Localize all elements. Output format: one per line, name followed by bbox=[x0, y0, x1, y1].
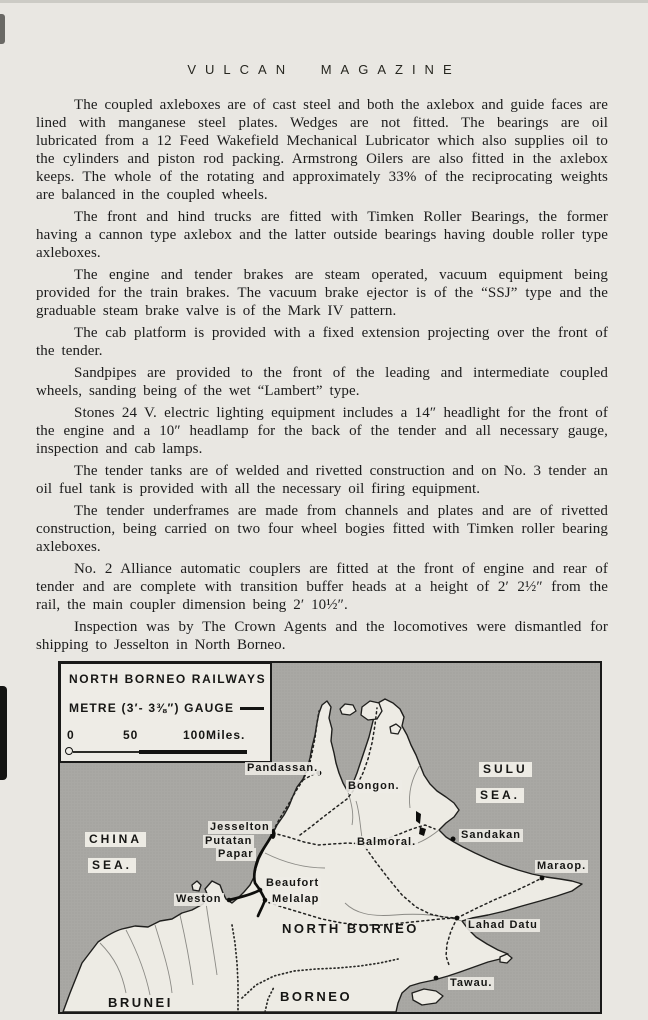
map-label-north-borneo: NORTH BORNEO bbox=[282, 921, 419, 936]
map-label-beaufort: Beaufort bbox=[266, 877, 320, 889]
map-label-sulu-sea-2: SEA. bbox=[476, 788, 524, 803]
map-label-balmoral: Balmoral. bbox=[357, 836, 417, 848]
paragraph-underframes: The tender underframes are made from channels and plates and are of rivetted construction, being carried on two four wheel bogies fitted with Timken roller bearing axleboxes. bbox=[36, 503, 608, 555]
town-dot-melalap bbox=[263, 898, 268, 903]
page-title: VULCAN MAGAZINE bbox=[187, 62, 461, 77]
map-label-borneo: BORNEO bbox=[280, 989, 353, 1004]
scale-tick-100: 100Miles. bbox=[183, 728, 246, 742]
map-label-china-sea-2: SEA. bbox=[88, 858, 136, 873]
map-label-sulu-sea-1: SULU bbox=[479, 762, 532, 777]
legend-gauge-text: METRE (3′- 3⅜″) GAUGE bbox=[69, 701, 235, 715]
scale-bar-origin bbox=[65, 747, 73, 755]
paragraph-brakes: The engine and tender brakes are steam operated, vacuum equipment being provided for the train brakes. The vacuum brake ejector is of the “SSJ” type and the graduable steam brake valve is of the Mark IV pattern. bbox=[36, 267, 608, 319]
map-label-brunei: BRUNEI bbox=[108, 995, 173, 1010]
legend-title: NORTH BORNEO RAILWAYS bbox=[69, 672, 267, 686]
map-label-china-sea-1: CHINA bbox=[85, 832, 146, 847]
paragraph-couplers: No. 2 Alliance automatic couplers are fitted at the front of engine and rear of tender and are complete with transition buffer heads at a height of 2′ 2½″ from the rail, the main coupler dimension being 2′ 10½″. bbox=[36, 561, 608, 613]
legend-gauge bbox=[69, 701, 264, 715]
map-label-tawau: Tawau. bbox=[450, 977, 493, 989]
article-body bbox=[36, 96, 608, 658]
map-label-maraop: Maraop. bbox=[537, 860, 587, 872]
town-dot-beaufort bbox=[258, 888, 263, 893]
scan-artifact bbox=[0, 0, 648, 3]
town-dot-weston bbox=[227, 898, 232, 903]
town-dot-sandakan bbox=[451, 837, 456, 842]
town-dot-lahad-datu bbox=[455, 916, 460, 921]
map-label-jesselton: Jesselton bbox=[210, 821, 270, 833]
town-dot-maraop bbox=[540, 876, 545, 881]
map-label-putatan: Putatan bbox=[205, 835, 253, 847]
map-label-weston: Weston bbox=[176, 893, 222, 905]
map-legend bbox=[60, 663, 272, 763]
paragraph-trucks: The front and hind trucks are fitted with Timken Roller Bearings, the former having a cannon type axlebox and the latter outside bearings having double roller type axleboxes. bbox=[36, 209, 608, 261]
railway-line-symbol bbox=[240, 707, 264, 710]
paragraph-sandpipes: Sandpipes are provided to the front of the leading and intermediate coupled wheels, sanding being of the wet “Lambert” type. bbox=[36, 365, 608, 399]
map-label-sandakan: Sandakan bbox=[461, 829, 521, 841]
scale-tick-0: 0 bbox=[67, 728, 75, 742]
scan-artifact bbox=[0, 14, 5, 44]
scale-tick-50: 50 bbox=[123, 728, 139, 742]
map-label-papar: Papar bbox=[218, 848, 254, 860]
map-label-lahad-datu: Lahad Datu bbox=[468, 919, 538, 931]
paragraph-inspection: Inspection was by The Crown Agents and the locomotives were dismantled for shipping to Jesselton in North Borneo. bbox=[36, 619, 608, 653]
map-label-bongon: Bongon. bbox=[348, 780, 400, 792]
paragraph-lighting: Stones 24 V. electric lighting equipment includes a 14″ headlight for the front of the engine and a 10″ headlamp for the back of the tender and all necessary gauge, inspection and cab lamps. bbox=[36, 405, 608, 457]
map-label-pandassan: Pandassan. bbox=[247, 762, 319, 774]
map-label-melalap: Melalap bbox=[272, 893, 320, 905]
town-dot-tawau bbox=[434, 976, 439, 981]
scan-artifact bbox=[0, 686, 7, 780]
scale-bar-thick-segment bbox=[139, 750, 247, 755]
paragraph-cab-platform: The cab platform is provided with a fixed extension projecting over the front of the tender. bbox=[36, 325, 608, 359]
scale-bar-thin-segment bbox=[73, 751, 139, 753]
map-north-borneo-railways bbox=[60, 663, 600, 1012]
paragraph-tender-tanks: The tender tanks are of welded and rivetted construction and on No. 3 tender an oil fuel tank is provided with all the necessary oil firing equipment. bbox=[36, 463, 608, 497]
paragraph-axleboxes: The coupled axleboxes are of cast steel and both the axlebox and guide faces are lined with manganese steel plates. Wedges are not fitted. The bearings are oil lubricated from a 12 Feed Wakefield Mechanical Lubricator which also supplies oil to the cylinders and piston rod packing. Armstrong Oilers are also fitted in the axlebox keeps. The whole of the rotating and approximately 33% of the reciprocating weights are balanced in the coupled wheels. bbox=[36, 97, 608, 203]
